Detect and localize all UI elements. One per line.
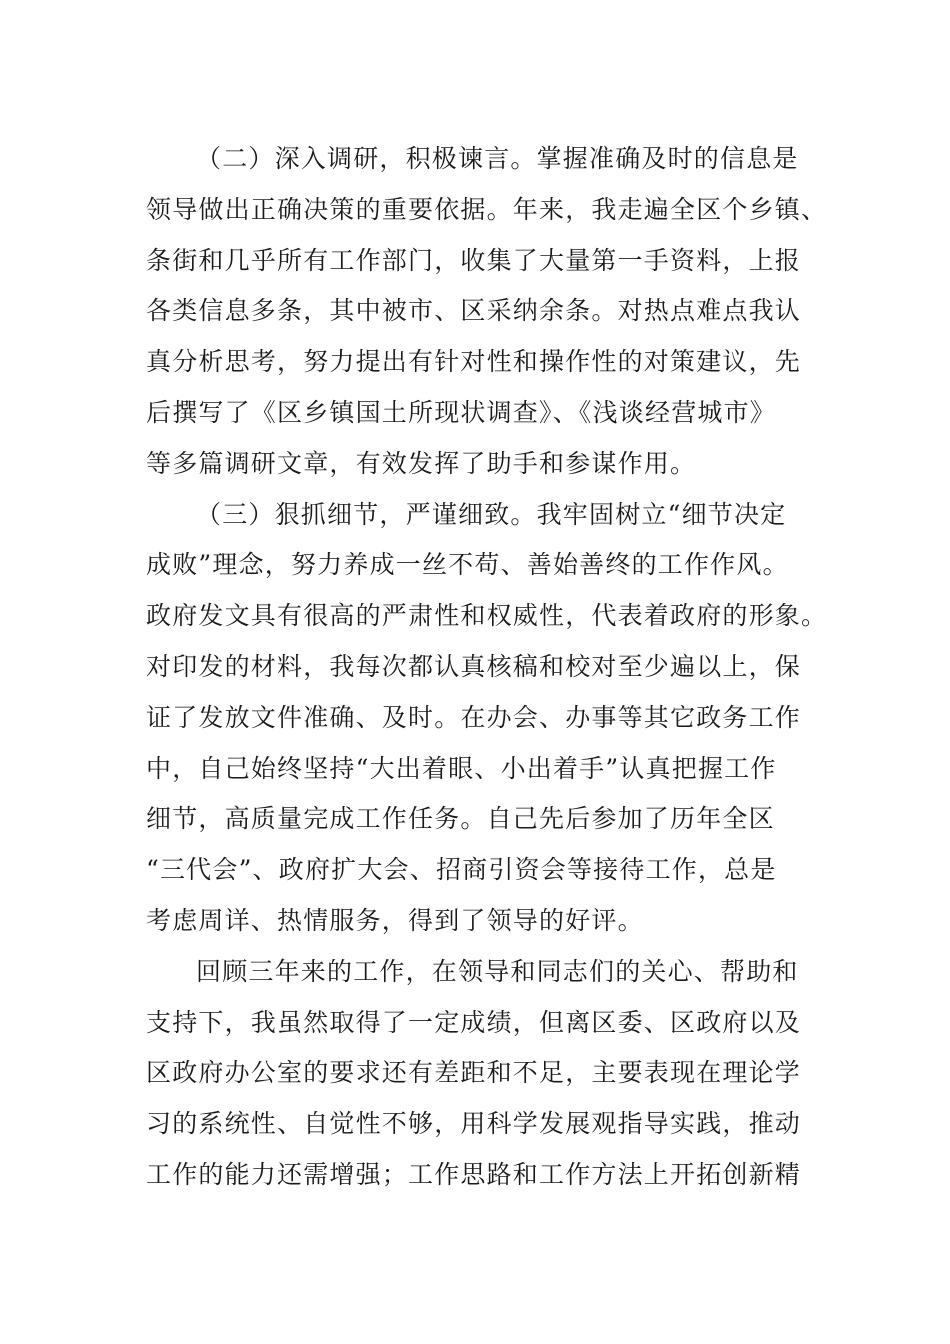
text-line: 工作的能力还需增强；工作思路和工作方法上开拓创新精	[146, 1159, 802, 1189]
text-line: 细节，高质量完成工作任务。自己先后参加了历年全区	[146, 804, 775, 834]
text-line: 等多篇调研文章，有效发挥了助手和参谋作用。	[146, 448, 697, 478]
text-line: 成败”理念，努力养成一丝不苟、善始善终的工作作风。	[146, 550, 789, 580]
text-line: 对印发的材料，我每次都认真核稿和校对至少遍以上，保	[146, 651, 802, 681]
text-line: 政府发文具有很高的严肃性和权威性，代表着政府的形象。	[146, 601, 828, 631]
text-line: 领导做出正确决策的重要依据。年来，我走遍全区个乡镇、	[146, 194, 828, 224]
document-body	[146, 134, 828, 1201]
text-line: 证了发放文件准确、及时。在办会、办事等其它政务工作	[146, 702, 802, 732]
text-line: 区政府办公室的要求还有差距和不足，主要表现在理论学	[146, 1058, 802, 1088]
text-line: 习的系统性、自觉性不够，用科学发展观指导实践，推动	[146, 1109, 802, 1139]
text-line: 支持下，我虽然取得了一定成绩，但离区委、区政府以及	[146, 1007, 802, 1037]
text-line: “三代会”、政府扩大会、招商引资会等接待工作，总是	[146, 855, 777, 885]
text-line: 中，自己始终坚持“大出着眼、小出着手”认真把握工作	[146, 753, 777, 783]
text-line: 回顾三年来的工作，在领导和同志们的关心、帮助和	[196, 956, 799, 986]
text-line: （二）深入调研，积极谏言。掌握准确及时的信息是	[196, 144, 799, 173]
text-line: 后撰写了《区乡镇国土所现状调查》、《浅谈经营城市》	[146, 397, 777, 427]
text-line: 真分析思考，努力提出有针对性和操作性的对策建议，先	[146, 347, 802, 377]
text-line: 条街和几乎所有工作部门，收集了大量第一手资料，上报	[146, 245, 802, 275]
text-line: 各类信息多条，其中被市、区采纳余条。对热点难点我认	[146, 296, 802, 326]
text-line: 考虑周详、热情服务，得到了领导的好评。	[146, 905, 644, 935]
text-line: （三）狠抓细节，严谨细致。我牢固树立“细节决定	[196, 499, 787, 529]
